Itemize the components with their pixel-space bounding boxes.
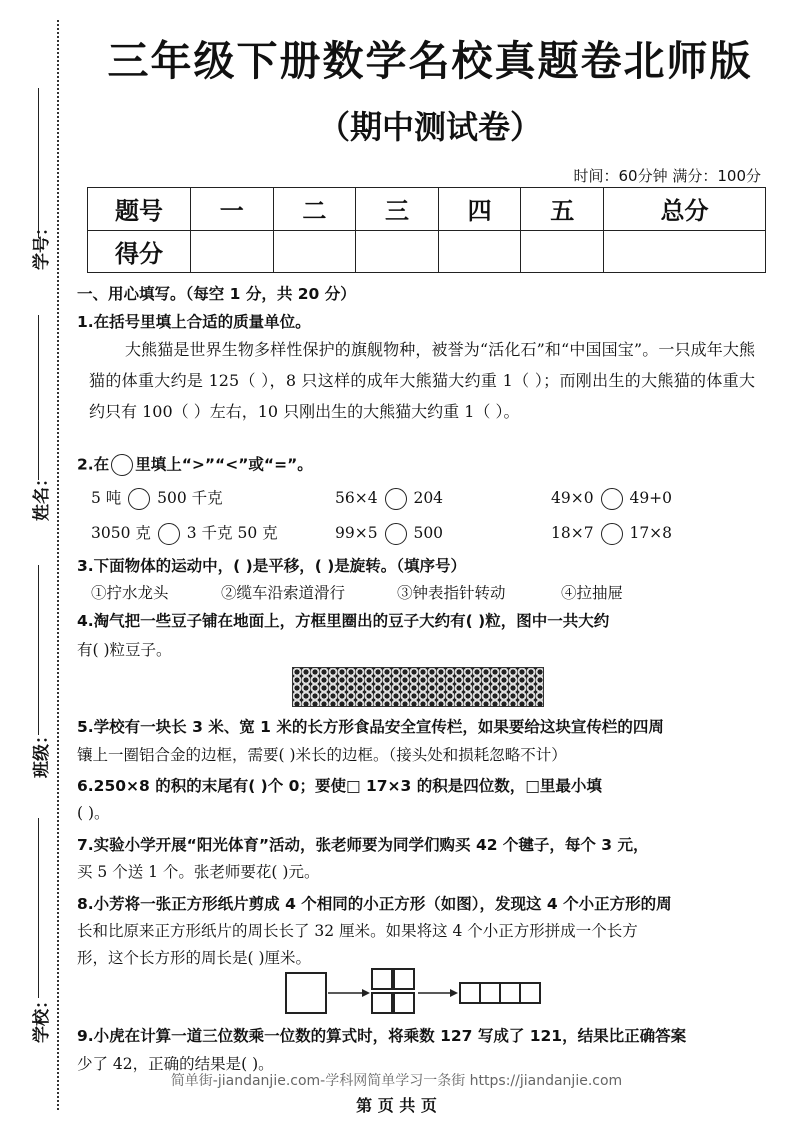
- small-square: [372, 969, 392, 989]
- arrow-head-icon: [362, 989, 370, 997]
- school-label: 学校：: [32, 992, 52, 1043]
- compare-right: 500: [413, 524, 444, 542]
- q3-option: ②缆车沿索道滑行: [221, 584, 346, 602]
- answer-circle[interactable]: [385, 488, 407, 510]
- arrow-head-icon: [450, 989, 458, 997]
- q9-line1: 9.小虎在计算一道三位数乘一位数的算式时，将乘数 127 写成了 121，结果比正确答案: [77, 1027, 687, 1045]
- table-cell: 总分: [604, 188, 766, 231]
- big-square: [286, 973, 326, 1013]
- compare-item: [335, 488, 443, 510]
- q3-option: ①拧水龙头: [91, 584, 169, 602]
- table-cell: 得分: [88, 230, 191, 273]
- q4-line1: 4.淘气把一些豆子铺在地面上，方框里圈出的豆子大约有( )粒，图中一共大约: [77, 612, 610, 630]
- q2-title-a: 2.在: [77, 455, 110, 474]
- q7-line2: 买 5 个送 1 个。张老师要花( )元。: [77, 863, 320, 881]
- q4-line2: 有( )粒豆子。: [77, 641, 172, 659]
- binding-strip: [0, 0, 70, 1122]
- answer-circle[interactable]: [385, 523, 407, 545]
- compare-right: 17×8: [629, 524, 673, 542]
- answer-circle[interactable]: [601, 523, 623, 545]
- score-input-cell[interactable]: [273, 230, 356, 273]
- q8-line3: 形，这个长方形的周长是( )厘米。: [77, 949, 312, 967]
- table-cell: 题号: [88, 188, 191, 231]
- dotted-cut-line: [57, 20, 59, 1110]
- student-id-label: 学号：: [32, 219, 52, 270]
- compare-item: [91, 488, 223, 510]
- footer-watermark: 简单街-jiandanjie.com-学科网简单学习一条街 https://jiandanjie.com: [170, 1073, 623, 1089]
- compare-item: [551, 523, 672, 545]
- q3-title: 3.下面物体的运动中，( )是平移，( )是旋转。（填序号）: [77, 557, 467, 575]
- compare-left: 49×0: [551, 489, 594, 507]
- page-title: 三年级下册数学名校真题卷北师版: [107, 37, 753, 85]
- score-table-header-row: [88, 188, 766, 231]
- name-label: 姓名：: [32, 470, 52, 521]
- score-input-cell[interactable]: [438, 230, 521, 273]
- class-label: 班级：: [32, 727, 52, 778]
- compare-item: [91, 523, 278, 545]
- small-square: [480, 983, 500, 1003]
- table-cell: 四: [438, 188, 521, 231]
- small-square: [394, 993, 414, 1013]
- q5-line2: 镶上一圈铝合金的边框，需要( )米长的边框。（接头处和损耗忽略不计）: [77, 746, 567, 764]
- student-id-line: [38, 88, 39, 238]
- small-square: [394, 969, 414, 989]
- score-input-cell[interactable]: [356, 230, 439, 273]
- small-square: [372, 993, 392, 1013]
- answer-circle[interactable]: [158, 523, 180, 545]
- q1-title: 1.在括号里填上合适的质量单位。: [77, 313, 311, 331]
- score-input-cell[interactable]: [604, 230, 766, 273]
- compare-left: 5 吨: [91, 489, 122, 507]
- class-line: [38, 565, 39, 735]
- q9-line2: 少了 42，正确的结果是( )。: [77, 1055, 274, 1073]
- page-subtitle: （期中测试卷）: [317, 108, 542, 146]
- q2-title: [77, 454, 313, 476]
- square-diagram: [284, 965, 546, 1017]
- small-square: [520, 983, 540, 1003]
- q8-line1: 8.小芳将一张正方形纸片剪成 4 个相同的小正方形（如图），发现这 4 个小正方形的周: [77, 895, 672, 913]
- answer-circle[interactable]: [601, 488, 623, 510]
- score-table-score-row: [88, 230, 766, 273]
- compare-right: 500 千克: [157, 489, 223, 507]
- q2-title-b: 里填上“>”“<”或“=”。: [135, 455, 313, 474]
- q8-line2: 长和比原来正方形纸片的周长长了 32 厘米。如果将这 4 个小正方形拼成一个长方: [77, 922, 638, 940]
- answer-circle[interactable]: [128, 488, 150, 510]
- compare-left: 99×5: [335, 524, 378, 542]
- q1-body: 大熊猫是世界生物多样性保护的旗舰物种，被誉为“活化石”和“中国国宝”。一只成年大熊猫的体重大约是 125（ ），8 只这样的成年大熊猫大约重 1（ ）；而刚出生的大熊猫的体重大约只有 100（ ）左右，10 只刚出生的大熊猫大约重 1（ ）。: [89, 340, 755, 421]
- q3-option: ④拉抽屉: [561, 584, 624, 602]
- exam-meta: 时间：60分钟 满分：100分: [573, 167, 761, 185]
- page-number: 第 页 共 页: [356, 1096, 437, 1115]
- score-input-cell[interactable]: [521, 230, 604, 273]
- name-line: [38, 315, 39, 480]
- compare-item: [551, 488, 672, 510]
- table-cell: 一: [191, 188, 274, 231]
- circle-icon: [111, 454, 133, 476]
- score-input-cell[interactable]: [191, 230, 274, 273]
- compare-left: 18×7: [551, 524, 594, 542]
- table-cell: 二: [273, 188, 356, 231]
- score-table: [87, 187, 766, 273]
- small-square: [500, 983, 520, 1003]
- beans-image: [292, 667, 544, 707]
- q3-option: ③钟表指针转动: [397, 584, 506, 602]
- school-line: [38, 818, 39, 998]
- compare-item: [335, 523, 443, 545]
- compare-right: 49+0: [629, 489, 673, 507]
- compare-right: 204: [413, 489, 444, 507]
- section-heading: 一、用心填写。（每空 1 分，共 20 分）: [77, 285, 356, 303]
- small-square: [460, 983, 480, 1003]
- table-cell: 五: [521, 188, 604, 231]
- compare-right: 3 千克 50 克: [186, 524, 278, 542]
- q6-line2: ( )。: [77, 804, 110, 822]
- table-cell: 三: [356, 188, 439, 231]
- q7-line1: 7.实验小学开展“阳光体育”活动，张老师要为同学们购买 42 个毽子，每个 3 元，: [77, 836, 649, 854]
- compare-left: 3050 克: [91, 524, 151, 542]
- compare-left: 56×4: [335, 489, 378, 507]
- q5-line1: 5.学校有一块长 3 米、宽 1 米的长方形食品安全宣传栏，如果要给这块宣传栏的四周: [77, 718, 664, 736]
- q6-line1: 6.250×8 的积的末尾有( )个 0；要使□ 17×3 的积是四位数，□里最小填: [77, 777, 602, 795]
